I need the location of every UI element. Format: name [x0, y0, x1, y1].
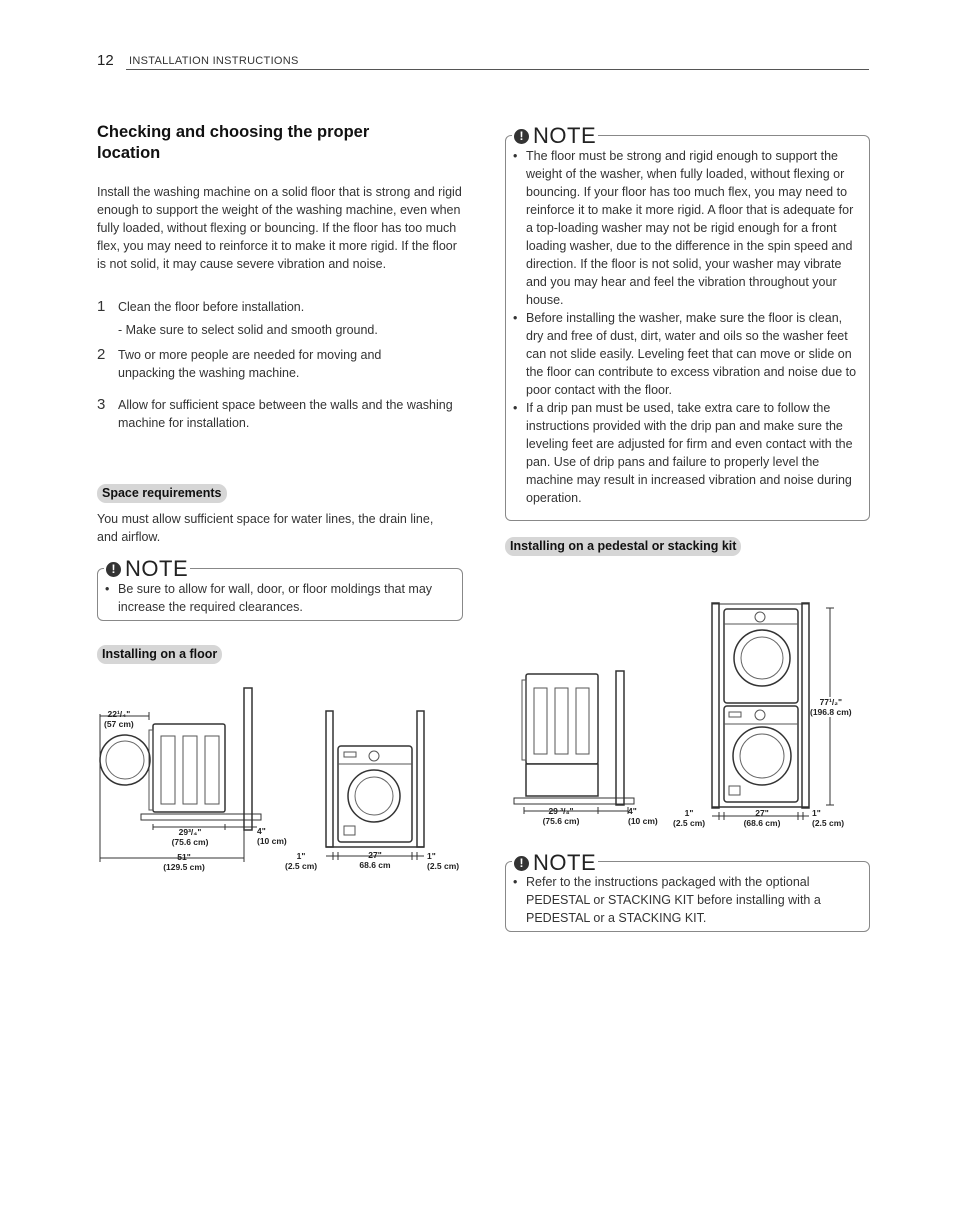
step-3-text: Allow for sufficient space between the walls and the washing machine for installation.: [118, 398, 453, 430]
dim-width: 27" 68.6 cm: [359, 850, 391, 870]
note-list-space: [105, 580, 450, 616]
dim-depth: 29³/₄" (75.6 cm): [171, 827, 209, 847]
dim-ped-depth: 29 ³/₄" (75.6 cm): [542, 806, 580, 826]
note-item: • Refer to the instructions packaged with the optional PEDESTAL or STACKING KIT before installing with a PEDESTAL or a STACKING KIT.: [513, 873, 853, 927]
note-list-pedestal: [513, 873, 853, 927]
note-item: • If a drip pan must be used, take extra care to follow the instructions provided with the drip pan and make sure the leveling feet are adjusted for firm and even contact with the pan. Use of drip pans and failure to properly level the machine may result in increased vibration and noise during operation.: [513, 399, 858, 507]
section-header: INSTALLATION INSTRUCTIONS: [129, 55, 299, 67]
intro-paragraph: Install the washing machine on a solid floor that is strong and rigid enough to support the weight of the washing machine, even when fully loaded, without flexing or bouncing. If the floor has too much flex, you may need to reinforce it to make it more rigid. If the floor is not solid, it may cause severe vibration and noise.: [97, 185, 462, 271]
installing-pedestal-label: Installing on a pedestal or stacking kit: [505, 537, 741, 556]
exclamation-icon: !: [514, 129, 529, 144]
installing-floor-label: Installing on a floor: [97, 645, 222, 664]
step-1-text: Clean the floor before installation.: [118, 300, 305, 314]
note-list-floor: [513, 147, 858, 507]
space-requirements-label: Space requirements: [97, 484, 227, 503]
note-heading: [512, 123, 598, 149]
header-rule: [126, 69, 869, 70]
dim-stack-side-right: 1" (2.5 cm): [812, 808, 845, 828]
note-title: NOTE: [125, 556, 189, 581]
step-2-number: 2: [97, 346, 106, 363]
step-1-sub: - Make sure to select solid and smooth ground.: [118, 323, 378, 337]
dim-side-right: 1" (2.5 cm): [427, 851, 460, 871]
exclamation-icon: !: [106, 562, 121, 577]
exclamation-icon: !: [514, 856, 529, 871]
page-number: 12: [97, 52, 114, 69]
dim-rear: 4" (10 cm): [257, 826, 287, 846]
dim-total: 51" (129.5 cm): [163, 852, 205, 872]
step-2-text: Two or more people are needed for moving and unpacking the washing machine.: [118, 348, 382, 380]
note-item: • Before installing the washer, make sure the floor is clean, dry and free of dust, dirt, water and oils so the washer feet can not slide easily. Leveling feet that can move or slide on the floor can contribute to excess vibration and noise due to poor contact with the floor.: [513, 309, 858, 399]
note-heading: [104, 556, 190, 582]
dim-ped-rear: 4" (10 cm): [628, 806, 658, 826]
dim-door: 22¹/₄" (57 cm): [104, 709, 134, 729]
section-title: Checking and choosing the proper location: [97, 123, 370, 162]
step-1-number: 1: [97, 298, 106, 315]
dim-stack-side-left: 1" (2.5 cm): [673, 808, 706, 828]
note-title: NOTE: [533, 850, 597, 875]
step-3-number: 3: [97, 396, 106, 413]
space-requirements-text: You must allow sufficient space for water lines, the drain line, and airflow.: [97, 512, 434, 544]
floor-front-view-diagram: [322, 708, 434, 868]
note-item: • The floor must be strong and rigid enough to support the weight of the washer, when fully loaded, without flexing or bouncing. If your floor has too much flex, you may need to reinforce it to make it more rigid. A floor that is adequate for a top-loading washer may not be rigid enough for a front loading washer, due to the difference in the spin speed and direction. If the floor is not solid, your washer may vibrate and you may hear and feel the vibration throughout your house.: [513, 147, 858, 309]
dim-side-left: 1" (2.5 cm): [285, 851, 318, 871]
dim-stack-height: 77¹/₂" (196.8 cm): [810, 697, 852, 717]
note-item: • Be sure to allow for wall, door, or floor moldings that may increase the required clearances.: [105, 580, 450, 616]
dim-stack-width: 27" (68.6 cm): [743, 808, 781, 828]
note-title: NOTE: [533, 123, 597, 148]
pedestal-side-view-diagram: [510, 668, 642, 814]
